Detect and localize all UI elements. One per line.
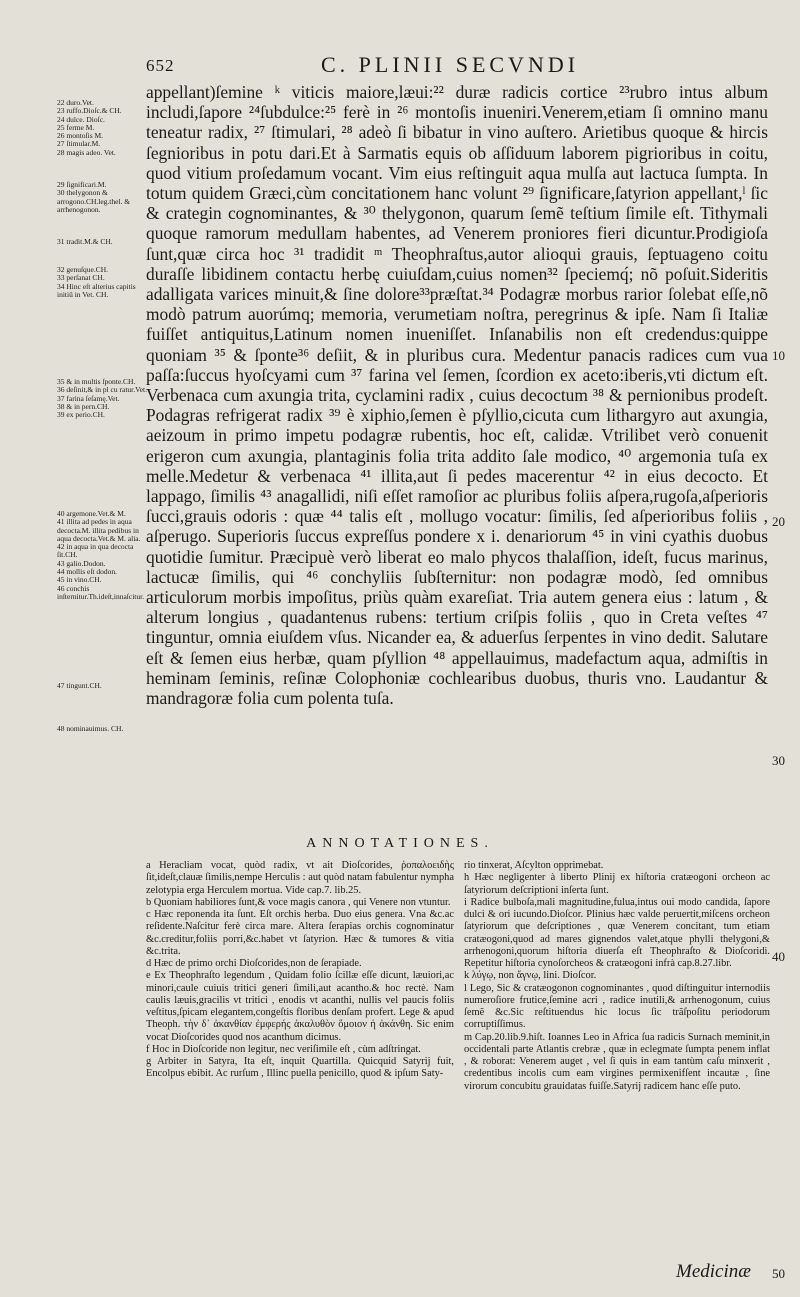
marginal-note: 32 genuſque.CH. 33 perſanat CH. 34 Hinc eſt alterius capitis initiũ in Vet. CH. bbox=[57, 265, 136, 299]
marginal-note: 48 nominauimus. CH. bbox=[57, 724, 124, 733]
main-text-block bbox=[146, 82, 768, 708]
annotation-entry: f Hoc in Dioſcoride non legitur, nec veriſimile eſt , cùm adſtringat. bbox=[146, 1043, 421, 1055]
annotation-entry: rio tinxerat, Aſcylton opprimebat. bbox=[464, 860, 604, 871]
annotation-entry: l Lego, Sic & cratæogonon cognominantes , quod diſtinguitur internodiis numeroſiore frutice,ſemine acri , radice inutili,& arrhenogonum, cuius ſemẽ &c.Sic reſtituendus hic locus ſic trãſpoſitu periodorum corruptiſſimus. bbox=[464, 982, 770, 1031]
annotations-left-column bbox=[146, 860, 454, 1081]
annotation-entry: d Hæc de primo orchi Dioſcorides,non de ſerapiade. bbox=[146, 958, 362, 969]
annotations-heading: ANNOTATIONES. bbox=[306, 836, 494, 851]
marginal-note: 29 ſignificari.M. 30 thelygonon & arrogono.CH.leg.thel. & arrhenogonon. bbox=[57, 180, 131, 214]
running-title: C. PLINII SECVNDI bbox=[321, 52, 580, 77]
annotation-entry: e Ex Theophraſto legendum , Quidam folio ſcillæ eſſe dicunt, læuiori,ac minori,caule cuiuis tritici generi ſimili,aut acantho.& hoc rectè. Nam caulis læuis,gracilis vt tritici , enodis vt acanthi, nullis vel paucis foliis veſtitus,ſpicam elegantem,congeſtis floribus denſam profert. Lege & apud Theoph. τὴν δ᾽ ἀκανθίαν ἐμφερής ἀκαλυθὸν ὅμοιον ἡ ἀκάνθη. Sic enim vocat Dioſcorides quod nos acanthum dicimus. bbox=[146, 970, 454, 1043]
page-header bbox=[146, 52, 776, 78]
catchword: Medicinæ bbox=[676, 1261, 751, 1282]
annotation-entry: m Cap.20.lib.9.hiſt. Ioannes Leo in Africa ſua radicis Surnach meminit,in occidentali parte Atlantis crebræ , quæ in eclegmate ſumpta penem inflat , & roborat: Venerem auget , vel ſi quis in eam tantùm caſu minxerit , credentibus incolis cum eam virgines permixenifſent incautæ , ſine virorum concubitu grauidatas fuiſſe.Satyrij radicem hanc eſſe puto. bbox=[464, 1031, 770, 1092]
line-number-marker: 30 bbox=[772, 753, 785, 768]
marginal-note: 22 duro.Vet. 23 ruffo.Dioſc.& CH. 24 dulce. Dioſc. 25 ferme M. 26 montoſis M. 27 ſtimular.M. 28 magis adeo. Vet. bbox=[57, 98, 122, 157]
annotation-entry: h Hæc negligenter à liberto Plinij ex hiſtoria cratæogoni orcheon ac ſatyriorum deſcriptioni inſerta ſunt. bbox=[464, 872, 770, 896]
marginal-note: 35 & in multis ſponte.CH. 36 deſinit,& in pl cu ratur.Vet. 37 farina ſeſamę.Vet. 38 & in pern.CH. 39 ex perio.CH. bbox=[57, 377, 147, 420]
marginal-note: 40 argemone.Vet.& M. 41 illita ad pedes in aqua decocta.M. illita pedibus in aqua decocta.Vet.& M. alia. 42 in aqua in qua decocta ſit.CH. 43 galio.Dodon. 44 mollis eſt dodon. 45 in vino.CH. 46 conchis inſternitur.Th.ideſt,innaſcitur. bbox=[57, 509, 145, 601]
annotation-entry: k λύγῳ, non ἄγνῳ, lini. Dioſcor. bbox=[464, 970, 597, 982]
marginal-note: 47 tingunt.CH. bbox=[57, 681, 102, 690]
line-number-marker: 40 bbox=[772, 949, 785, 964]
main-text: appellant)ſemine ᵏ viticis maiore,læui:²² duræ radicis cortice ²³rubro intus album includi,ſapore ²⁴ſubdulce:²⁵ ferè in ²⁶ montoſis inueniri.Venerem,etiam ſi omnino manu teneatur radix, ²⁷ ſtimulari, ²⁸ adeò ſi bibatur in vino auſtero. Arietibus quoque & hircis ſegnioribus in potu dari.Et à Sarmatis equis ob aſſiduum laborem pigrioribus in coitu, quod vitium proſedamum vocant. Vim eius reſtinguit aqua mulſa aut lactuca ſumpta. In totum quidem Græci,cùm concitationem hanc volunt ²⁹ ſignificare,ſatyrion appellant,ˡ ſic & crategin cognominantes, & ³⁰ thelygonon, quarum ſemẽ teſtium ſimile eſt. Tithymali quoque ramorum medullam habentes, ad Venerem proniores fieri dicuntur.Prodigioſa ſunt,quæ circa hoc ³¹ tradidit ᵐ Theophraſtus,autor alioqui grauis, ſeptuageno coitu duraſſe libidinem contactu herbę cuiuſdam,cuius nomen³² ſpeciemq́; nõ poſuit.Sideritis adalligata varices minuit,& ſine dolore³³præſtat.³⁴ Podagræ morbus rarior ſolebat eſſe,nõ modò patrum auorúmq; memoria, verumetiam noſtra, peregrinus & ipſe. Nam ſi Italiæ fuiſſet antiquitus,Latinum nomen inueniſſet. Inſanabilis non eſt credendus:quippe quoniam ³⁵ & ſponte³⁶ deſiit, & in pluribus cura. Medentur panacis radices cum vua paſſa:ſuccus hyoſcyami cum ³⁷ farina vel ſemen, ſcordion ex aceto:iberis,vti dictum eſt. Verbenaca cum axungia trita, cyclamini radix , cuius decoctum ³⁸ & pernionibus prodeſt. Podagras refrigerat radix ³⁹ è xiphio,ſemen è pſyllio,cicuta cum lithargyro aut axungia, aeizoum in primo impetu podagræ rubentis, hoc eſt, calidæ. Vtrilibet verò conuenit erigeron cum axungia, plantaginis folia trita addito ſale modico, ⁴⁰ argemonia tuſa ex melle.Medetur & verbenaca ⁴¹ illita,aut ſi pedes macerentur ⁴² in eius decocto. Et lappago, ſimilis ⁴³ anagallidi, niſi eſſet ramoſior ac pluribus foliis aſpera,rugoſa,aſperioris ſucci,grauis odoris : quæ ⁴⁴ talis eſt , mollugo vocatur: ſimilis, ſed aſperioribus foliis , aſperugo. Superioris ſuccus expreſſus pondere x i. denariorum ⁴⁵ in vini cyathis duobus quotidie ſumitur. Præcipuè verò liberat eo malo phycos thalaſſion, ideſt, fucus marinus, lactucæ ſimilis, qui ⁴⁶ conchyliis ſubſternitur: non podagræ modò, ſed omnibus articulorum morbis impoſitus, priùs quàm exareſiat. Tria autem genera eius : latum , & alterum longius , quadantenus rubens: tertium criſpis foliis , quo in Creta veſtes ⁴⁷ tinguntur, omnia eiuſdem vſus. Nicander ea, & aduerſus ſerpentes in vino dedit. Salutare eſt & ſemen eius herbæ, quam pſyllion ⁴⁸ appellauimus, madefactum aqua, admiſtis in heminam ſeminis, reſinæ Colophoniæ cochlearibus duobus, thuris vno. Laudantur & mandragoræ folia cum polenta tuſa. bbox=[146, 82, 768, 709]
annotations-right-column bbox=[464, 860, 770, 1093]
annotation-entry: a Heracliam vocat, quòd radix, vt ait Dioſcorides, ῥοπαλοειδὴς ſit,ideſt,clauæ ſimilis,nempe Herculis : aut quòd natam fabulentur nympha zelotypia erga Herculem mortua. Vide cap.7. lib.25. bbox=[146, 860, 454, 896]
annotation-entry: g Arbiter in Satyra, Ita eſt, inquit Quartilla. Quicquid Satyrij fuit, Encolpus ebibit. Ac rurſum , Illinc puella penicillo, quod & ipſum Saty- bbox=[146, 1056, 454, 1080]
annotation-entry: i Radice bulboſa,mali magnitudine,fulua,intus oui modo candida, ſapore dulci & ori iucundo.Dioſcor. Plinius hæc valde peruertit,miſcens orcheon ſatyriorum que deſcriptiones , quæ Venerem concitant, tum etiam cratæogoni,quod ad mares gignendos valet,atque phylli thelygoni,& arrhenogoni,quorum hiſtoria diuerſa eſt Theophraſto & Dioſcoridi. Repetitur hiſtoria cynoſorcheos & cratæogoni infrà cap.8.27.libr. bbox=[464, 896, 770, 969]
line-number-marker: 50 bbox=[772, 1266, 785, 1281]
page-number: 652 bbox=[146, 56, 175, 75]
marginal-note: 31 tradit.M.& CH. bbox=[57, 237, 113, 246]
line-number-marker: 20 bbox=[772, 514, 785, 529]
line-number-marker: 10 bbox=[772, 348, 785, 363]
annotation-entry: c Hæc reponenda ita ſunt. Eſt orchis herba. Duo eius genera. Vna &c.ac reſidente.Naſcitur ferè circa mare. Altera ſerapias orchis cognominatur &c.creditur,foliis porri,&c.habet vt ſatyrion. Hæc & tumores & vitia &c.trita. bbox=[146, 909, 454, 957]
annotation-entry: b Quoniam habiliores ſunt,& voce magis canora , qui Venere non vtuntur. bbox=[146, 896, 451, 908]
